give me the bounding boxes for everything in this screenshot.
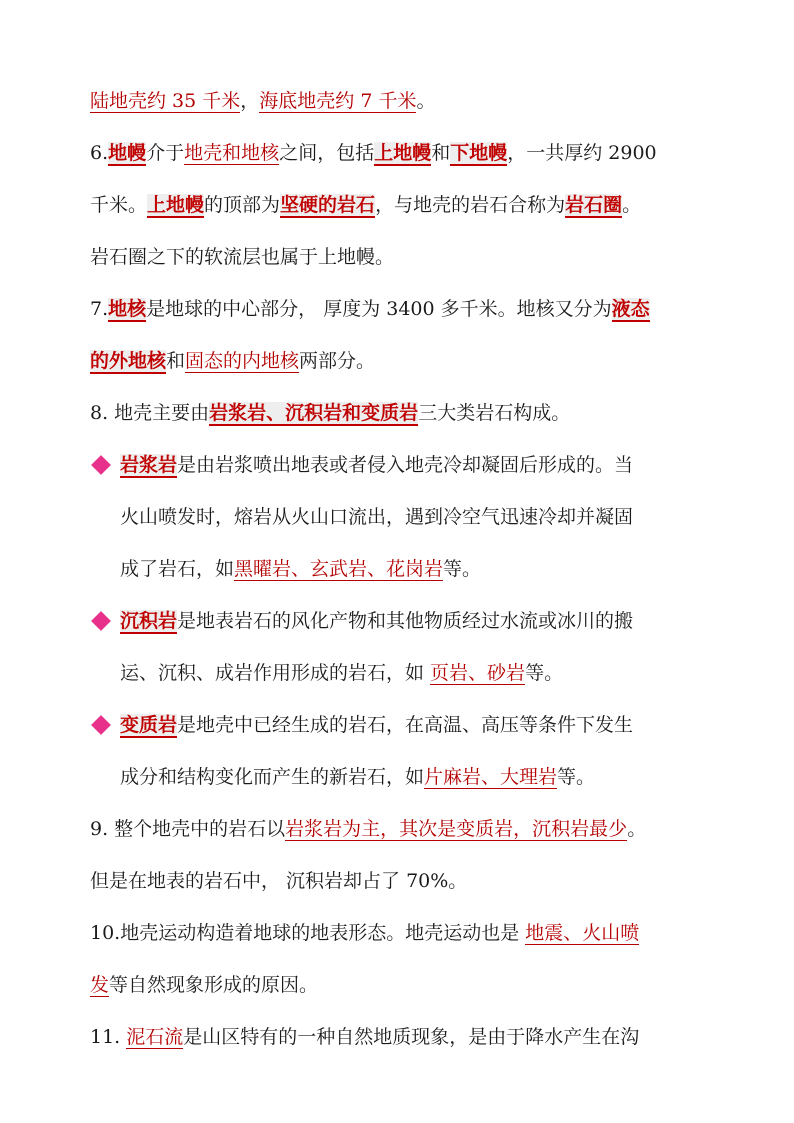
text-line — [90, 86, 754, 116]
diamond-bullet-icon — [91, 455, 111, 475]
underlined-term: 地震、火山喷 — [525, 922, 640, 944]
text-line — [90, 866, 754, 896]
diamond-bullet-icon — [91, 611, 111, 631]
text-segment: 等。 — [557, 766, 596, 788]
key-term: 坚硬的岩石 — [280, 194, 376, 216]
diamond-bullet-icon — [91, 715, 111, 735]
text-segment: 的顶部为 — [204, 194, 281, 216]
text-segment: 是由岩浆喷出地表或者侵入地壳冷却凝固后形成的。当 — [177, 454, 634, 476]
text-line — [90, 1022, 754, 1052]
underlined-term: 地壳和地核 — [184, 142, 280, 164]
key-term: 岩浆岩 — [120, 454, 178, 476]
text-segment: 三大类岩石构成。 — [418, 402, 571, 424]
text-line — [90, 918, 754, 948]
text-segment: 。 — [627, 818, 647, 840]
bullet-line — [120, 606, 754, 636]
text-segment: 和 — [431, 142, 451, 164]
text-segment: 介于 — [146, 142, 185, 164]
text-segment: 千米。 — [90, 194, 148, 216]
underlined-term: 陆地壳约 35 千米 — [90, 90, 241, 112]
text-segment: 之间，包括 — [279, 142, 375, 164]
text-segment: 7. — [90, 298, 109, 320]
key-term: 地核 — [108, 298, 147, 320]
underlined-term: 黑曜岩、玄武岩、花岗岩 — [234, 558, 444, 580]
text-segment: ，与地壳的岩石合称为 — [375, 194, 566, 216]
underlined-term: 海底地壳约 7 千米 — [259, 90, 417, 112]
key-term: 岩石圈 — [565, 194, 623, 216]
underlined-term: 片麻岩、大理岩 — [424, 766, 558, 788]
text-line — [90, 970, 754, 1000]
underlined-term: 泥石流 — [126, 1026, 184, 1048]
underlined-term: 发 — [90, 974, 110, 996]
text-line — [90, 346, 754, 376]
text-segment: 。 — [622, 194, 642, 216]
key-term: 岩浆岩、沉积岩和变质岩 — [209, 402, 419, 424]
text-line — [90, 138, 754, 168]
text-line — [90, 190, 754, 220]
text-line — [90, 398, 754, 428]
text-segment: 11. — [90, 1026, 127, 1048]
text-segment: 成了岩石，如 — [120, 558, 235, 580]
text-line — [90, 294, 754, 324]
key-term: 液态 — [611, 298, 650, 320]
text-line — [120, 502, 754, 532]
key-term: 变质岩 — [120, 714, 178, 736]
key-term: 上地幔 — [374, 142, 432, 164]
underlined-term: 页岩、砂岩 — [430, 662, 526, 684]
text-segment: 是山区特有的一种自然地质现象，是由于降水产生在沟 — [183, 1026, 640, 1048]
text-segment: 。 — [416, 90, 436, 112]
text-segment: 运、沉积、成岩作用形成的岩石，如 — [120, 662, 431, 684]
text-segment: ，一共厚约 2900 — [507, 142, 657, 164]
text-line — [120, 762, 754, 792]
text-line — [120, 554, 754, 584]
key-term: 地幔 — [108, 142, 147, 164]
text-segment: 9. 整个地壳中的岩石以 — [90, 818, 286, 840]
text-segment: ， — [240, 90, 260, 112]
text-segment: 是地球的中心部分， 厚度为 3400 多千米。地核又分为 — [146, 298, 612, 320]
underlined-term: 固态的内地核 — [185, 350, 300, 372]
key-term: 下地幔 — [450, 142, 508, 164]
key-term: 上地幔 — [147, 194, 205, 216]
text-segment: 两部分。 — [299, 350, 376, 372]
bullet-line — [120, 450, 754, 480]
underlined-term: 岩浆岩为主，其次是变质岩，沉积岩最少 — [285, 818, 628, 840]
text-segment: 6. — [90, 142, 109, 164]
text-line — [120, 658, 754, 688]
key-term: 的外地核 — [90, 350, 167, 372]
text-line — [90, 814, 754, 844]
text-segment: 等。 — [525, 662, 564, 684]
text-segment: 和 — [166, 350, 186, 372]
key-term: 沉积岩 — [120, 610, 178, 632]
text-segment: 是地壳中已经生成的岩石，在高温、高压等条件下发生 — [177, 714, 634, 736]
text-segment: 但是在地表的岩石中， 沉积岩却占了 70%。 — [90, 870, 468, 892]
text-segment: 岩石圈之下的软流层也属于上地幔。 — [90, 246, 395, 268]
bullet-line — [120, 710, 754, 740]
text-segment: 10.地壳运动构造着地球的地表形态。地壳运动也是 — [90, 922, 526, 944]
text-segment: 是地表岩石的风化产物和其他物质经过水流或冰川的搬 — [177, 610, 634, 632]
text-segment: 成分和结构变化而产生的新岩石，如 — [120, 766, 425, 788]
text-segment: 8. 地壳主要由 — [90, 402, 210, 424]
text-segment: 等。 — [443, 558, 482, 580]
text-line — [90, 242, 754, 272]
text-segment: 火山喷发时，熔岩从火山口流出，遇到冷空气迅速冷却并凝固 — [120, 506, 634, 528]
text-segment: 等自然现象形成的原因。 — [109, 974, 319, 996]
